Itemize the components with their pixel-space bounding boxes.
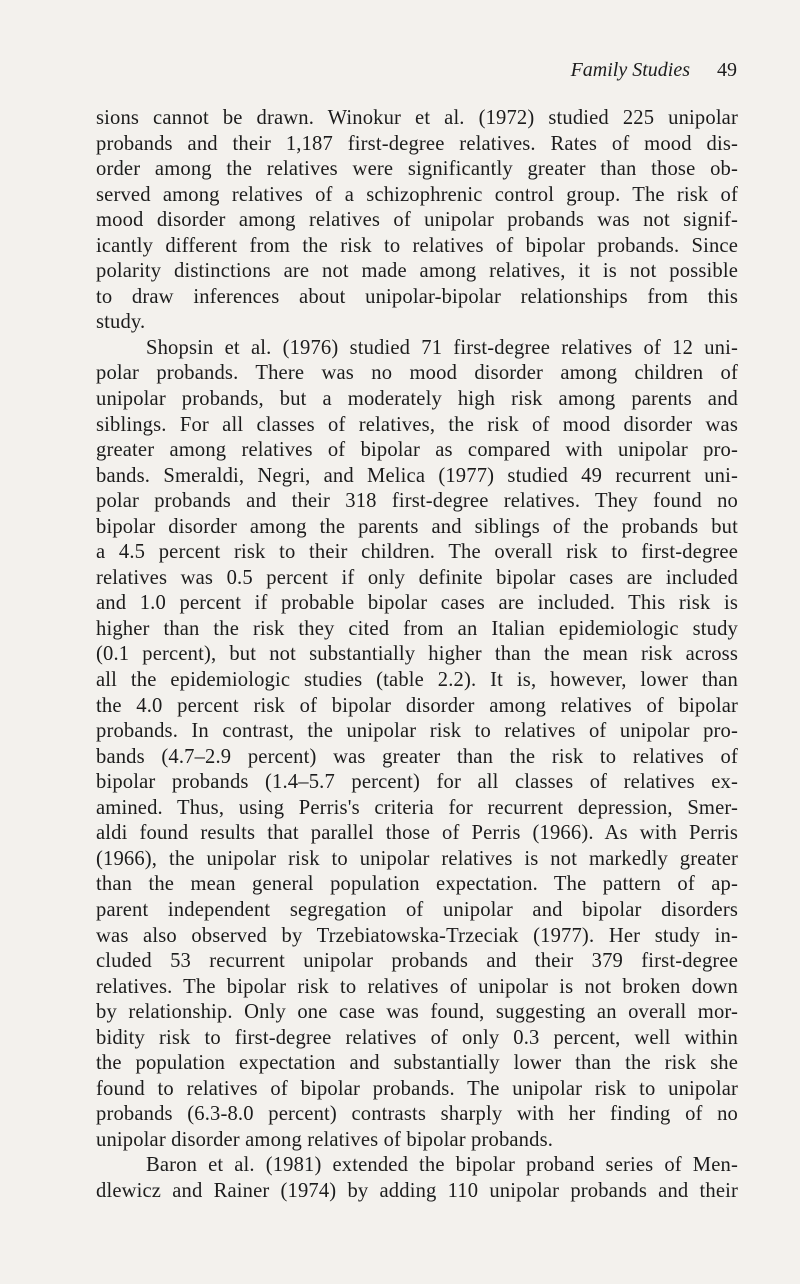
text-line: (0.1 percent), but not substantially higher than the mean risk across xyxy=(96,643,738,666)
text-line: aldi found results that parallel those of Perris (1966). As with Perris xyxy=(96,822,738,845)
running-head xyxy=(571,58,737,82)
text-line: parent independent segregation of unipolar and bipolar disorders xyxy=(96,898,738,921)
text-line: than the mean general population expectation. The pattern of ap- xyxy=(96,873,738,896)
page-number: 49 xyxy=(717,59,737,81)
text-line: Baron et al. (1981) extended the bipolar proband series of Men- xyxy=(146,1154,738,1177)
text-line: was also observed by Trzebiatowska-Trzeciak (1977). Her study in- xyxy=(96,924,738,947)
text-line: bidity risk to first-degree relatives of only 0.3 percent, well within xyxy=(96,1026,738,1049)
text-line: higher than the risk they cited from an Italian epidemiologic study xyxy=(96,617,738,640)
text-line: siblings. For all classes of relatives, the risk of mood disorder was xyxy=(96,413,738,436)
text-line: amined. Thus, using Perris's criteria for recurrent depression, Smer- xyxy=(96,796,738,819)
body-text xyxy=(96,106,738,1205)
text-line: dlewicz and Rainer (1974) by adding 110 unipolar probands and their xyxy=(96,1179,738,1202)
text-line: served among relatives of a schizophrenic control group. The risk of xyxy=(96,183,738,206)
text-line: polar probands. There was no mood disorder among children of xyxy=(96,362,738,385)
text-line: (1966), the unipolar risk to unipolar relatives is not markedly greater xyxy=(96,847,738,870)
text-line: unipolar probands, but a moderately high risk among parents and xyxy=(96,388,738,411)
text-line: bipolar disorder among the parents and siblings of the probands but xyxy=(96,515,738,538)
text-line: bands. Smeraldi, Negri, and Melica (1977) studied 49 recurrent uni- xyxy=(96,464,738,487)
text-line: relatives was 0.5 percent if only definite bipolar cases are included xyxy=(96,566,738,589)
text-line: polar probands and their 318 first-degree relatives. They found no xyxy=(96,490,738,513)
text-line: relatives. The bipolar risk to relatives of unipolar is not broken down xyxy=(96,975,738,998)
text-line: to draw inferences about unipolar-bipolar relationships from this xyxy=(96,285,738,308)
text-line: mood disorder among relatives of unipolar probands was not signif- xyxy=(96,209,738,232)
text-line: the 4.0 percent risk of bipolar disorder among relatives of bipolar xyxy=(96,694,738,717)
text-line: and 1.0 percent if probable bipolar cases are included. This risk is xyxy=(96,592,738,615)
text-line: greater among relatives of bipolar as compared with unipolar pro- xyxy=(96,439,738,462)
text-line: by relationship. Only one case was found, suggesting an overall mor- xyxy=(96,1001,738,1024)
text-line: found to relatives of bipolar probands. The unipolar risk to unipolar xyxy=(96,1077,738,1100)
text-line: Shopsin et al. (1976) studied 71 first-degree relatives of 12 uni- xyxy=(146,336,738,359)
text-line: unipolar disorder among relatives of bipolar probands. xyxy=(96,1128,554,1151)
text-line: the population expectation and substantially lower than the risk she xyxy=(96,1052,738,1075)
running-title: Family Studies xyxy=(570,59,690,81)
text-line: order among the relatives were significantly greater than those ob- xyxy=(96,158,738,181)
text-line: sions cannot be drawn. Winokur et al. (1972) studied 225 unipolar xyxy=(96,107,738,129)
text-line: probands (6.3-8.0 percent) contrasts sharply with her finding of no xyxy=(96,1103,738,1126)
text-line: study. xyxy=(96,311,146,334)
text-line: cluded 53 recurrent unipolar probands and their 379 first-degree xyxy=(96,950,738,973)
text-line: icantly different from the risk to relatives of bipolar probands. Since xyxy=(96,234,738,257)
text-line: all the epidemiologic studies (table 2.2). It is, however, lower than xyxy=(96,669,738,692)
text-line: bands (4.7–2.9 percent) was greater than the risk to relatives of xyxy=(96,745,738,768)
text-line: probands. In contrast, the unipolar risk to relatives of unipolar pro- xyxy=(96,720,738,743)
text-line: a 4.5 percent risk to their children. The overall risk to first-degree xyxy=(96,541,738,564)
text-line: polarity distinctions are not made among relatives, it is not possible xyxy=(96,260,738,283)
text-line: probands and their 1,187 first-degree relatives. Rates of mood dis- xyxy=(96,132,738,155)
text-line: bipolar probands (1.4–5.7 percent) for all classes of relatives ex- xyxy=(96,771,738,794)
